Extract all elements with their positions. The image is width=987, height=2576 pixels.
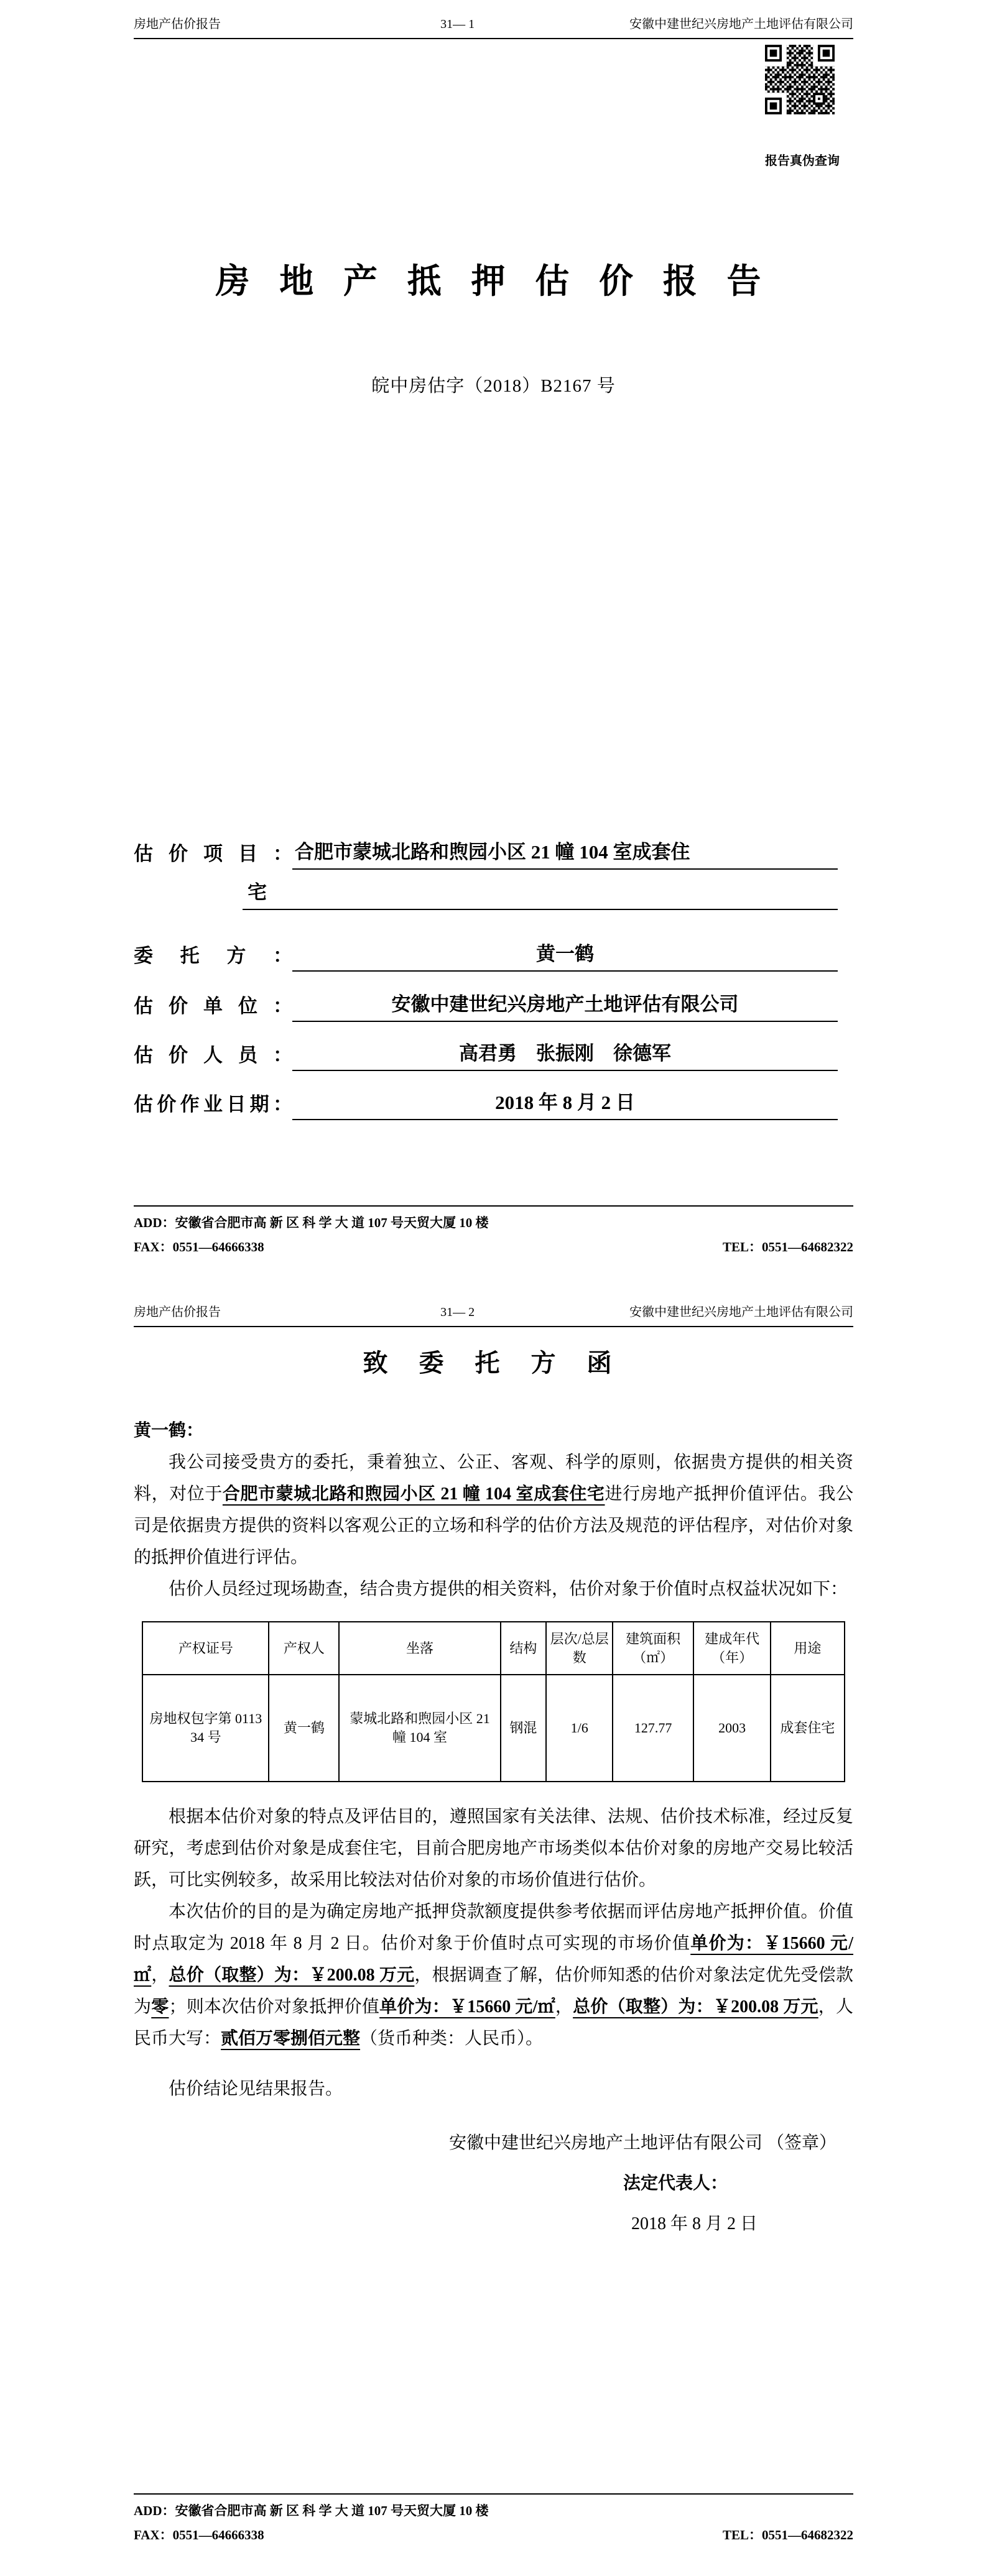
cell-year: 2003 (693, 1675, 771, 1781)
field-agency (134, 990, 853, 1022)
paragraph-survey: 估价人员经过现场勘查，结合贵方提供的相关资料，估价对象于价值时点权益状况如下： (169, 1580, 848, 1599)
cell-use: 成套住宅 (771, 1675, 845, 1781)
col-header-cert-no: 产权证号 (142, 1622, 269, 1675)
letter-content (134, 1343, 853, 2240)
field-project (134, 838, 853, 870)
footer-divider (134, 1205, 853, 1207)
cell-owner: 黄一鹤 (269, 1675, 339, 1781)
footer-tel: TEL：0551—64682322 (722, 1240, 853, 1254)
field-project-continuation (134, 881, 853, 910)
field-value-project-line2: 宅 (243, 881, 838, 910)
cell-location: 蒙城北路和煦园小区 21 幢 104 室 (339, 1675, 501, 1781)
signature-company: 安徽中建世纪兴房地产土地评估有限公司 （签章） (448, 2133, 836, 2153)
cell-area: 127.77 (613, 1675, 693, 1781)
header-divider (134, 38, 853, 39)
field-client (134, 940, 853, 972)
footer-contacts (134, 1237, 853, 1256)
footer-contacts (134, 2525, 853, 2544)
col-header-floor: 层次/总层数 (546, 1622, 613, 1675)
page-header (134, 0, 853, 32)
text-run: （货币种类：人民币）。 (360, 2028, 544, 2048)
header-company-name: 安徽中建世纪兴房地产土地评估有限公司 (629, 17, 853, 31)
text-run: 进行房地产抵押价值评估。我公司是依据贵方提供的资料以客观公正的立场和科学的估价方法及规范的评估程序，对估价对象的抵押价值进行评估。 (134, 1484, 853, 1567)
text-run: ，人民币大写： (134, 1997, 853, 2048)
mortgage-unit-price-highlight: 单价为：￥15660 元/㎡ (379, 1997, 555, 2017)
text-run: ，根据调查了解，估价师知悉的估价对象法定优先受偿款为 (134, 1965, 853, 2017)
footer-address: ADD：安徽省合肥市高 新 区 科 学 大 道 107 号天贸大厦 10 楼 (134, 2503, 489, 2518)
header-page-number: 31— 2 (440, 1305, 475, 1319)
report-doc-number: 皖中房估字（2018）B2167 号 (371, 376, 616, 396)
text-run-highlight: 合肥市蒙城北路和煦园小区 21 幢 104 室成套住宅 (222, 1484, 605, 1504)
amount-in-words-highlight: 贰佰万零捌佰元整 (221, 2028, 361, 2048)
unit-price-highlight: 单价为：￥15660 元/㎡ (134, 1933, 853, 1985)
table-data-row (142, 1675, 844, 1781)
header-company-name: 安徽中建世纪兴房地产土地评估有限公司 (629, 1305, 853, 1319)
mortgage-total-price-highlight: 总价（取整）为：￥200.08 万元 (573, 1997, 818, 2017)
report-title: 房 地 产 抵 押 估 价 报 告 (215, 262, 772, 300)
field-date (134, 1088, 853, 1120)
field-staff (134, 1039, 853, 1071)
property-table (142, 1621, 845, 1782)
text-run: 我公司接受贵方的委托，秉着独立、公正、客观、科学的原则，依据贵方提供的相关资料，对位于 (134, 1453, 853, 1504)
col-header-owner: 产权人 (269, 1622, 339, 1675)
paragraph-valuation (134, 1896, 853, 2054)
qr-caption: 报告真伪查询 (765, 154, 840, 168)
page-footer (134, 1205, 853, 1256)
text-run: 本次估价的目的是为确定房地产抵押贷款额度提供参考依据而评估房地产抵押价值。价值时点取定为 2018 年 8 月 2 日。估价对象于价值时点可实现的市场价值 (134, 1902, 853, 1953)
salutation: 黄一鹤： (134, 1421, 204, 1440)
field-label-project: 估 价 项 目 ： (134, 843, 292, 865)
header-divider (134, 1326, 853, 1327)
cell-structure: 钢混 (501, 1675, 546, 1781)
footer-tel: TEL：0551—64682322 (722, 2528, 853, 2542)
text-run: ， (151, 1965, 169, 1985)
cover-fields (134, 838, 853, 1120)
text-run: ；则本次估价对象抵押价值 (169, 1997, 380, 2017)
field-value-client: 黄一鹤 (292, 942, 838, 972)
field-label-client: 委 托 方 ： (134, 944, 292, 967)
zero-highlight: 零 (151, 1997, 169, 2017)
field-label-date: 估价作业日期： (134, 1093, 292, 1115)
col-header-area: 建筑面积（㎡） (613, 1622, 693, 1675)
total-price-highlight: 总价（取整）为：￥200.08 万元 (169, 1965, 415, 1985)
page-header (134, 1288, 853, 1320)
field-label-staff: 估 价 人 员 ： (134, 1044, 292, 1066)
cell-floor: 1/6 (546, 1675, 613, 1781)
header-doc-type: 房地产估价报告 (134, 1305, 221, 1319)
letter-title: 致 委 托 方 函 (363, 1349, 624, 1377)
text-run: ， (555, 1997, 573, 2017)
page-footer (134, 2493, 853, 2544)
paragraph-conclusion: 估价结论见结果报告。 (169, 2079, 343, 2099)
footer-divider (134, 2493, 853, 2495)
header-page-number: 31— 1 (440, 17, 475, 31)
footer-address: ADD：安徽省合肥市高 新 区 科 学 大 道 107 号天贸大厦 10 楼 (134, 1215, 489, 1230)
cell-cert-no: 房地权包字第 011334 号 (142, 1675, 269, 1781)
qr-block (765, 45, 840, 168)
field-value-staff: 高君勇 张振刚 徐德军 (292, 1042, 838, 1071)
footer-fax: FAX：0551—64666338 (134, 2528, 264, 2542)
report-page-2 (0, 1288, 987, 2576)
col-header-structure: 结构 (501, 1622, 546, 1675)
footer-fax: FAX：0551—64666338 (134, 1240, 264, 1254)
signature-legal-representative: 法定代表人： (623, 2173, 728, 2193)
paragraph-commission (134, 1447, 853, 1573)
paragraph-method: 根据本估价对象的特点及评估目的，遵照国家有关法律、法规、估价技术标准，经过反复研究，考虑到估价对象是成套住宅，目前合肥房地产市场类似本估价对象的房地产交易比较活跃，可比实例较多，故采用比较法对估价对象的市场价值进行估价。 (134, 1806, 853, 1890)
field-value-project-line1: 合肥市蒙城北路和煦园小区 21 幢 104 室成套住 (292, 840, 838, 870)
header-doc-type: 房地产估价报告 (134, 17, 221, 31)
col-header-use: 用途 (771, 1622, 845, 1675)
col-header-year: 建成年代（年） (693, 1622, 771, 1675)
qr-code-icon (765, 45, 835, 114)
field-value-agency: 安徽中建世纪兴房地产土地评估有限公司 (292, 993, 838, 1022)
field-label-agency: 估 价 单 位 ： (134, 995, 292, 1017)
col-header-location: 坐落 (339, 1622, 501, 1675)
field-value-date: 2018 年 8 月 2 日 (292, 1091, 838, 1120)
signature-date: 2018 年 8 月 2 日 (631, 2214, 758, 2233)
table-header-row (142, 1622, 844, 1675)
